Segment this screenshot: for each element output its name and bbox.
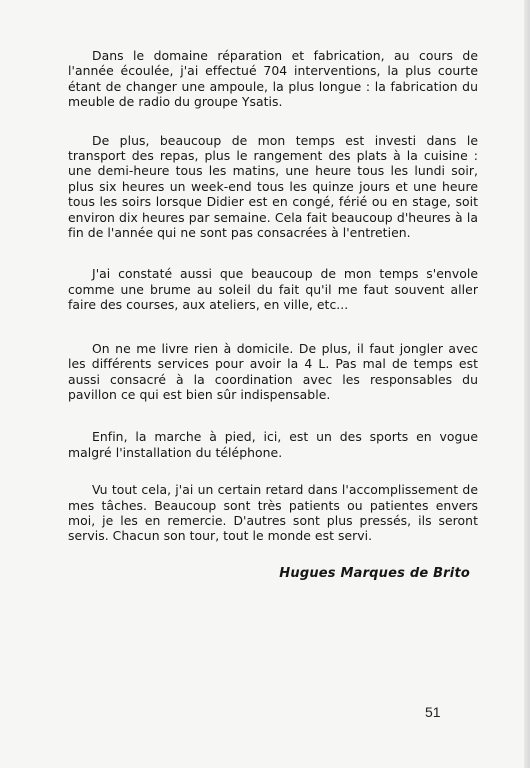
paragraph-no-delivery: On ne me livre rien à domicile. De plus, il faut jongler avec les différents services pour avoir la 4 L. Pas mal de temps est aussi consacré à la coordination avec les responsables du pavillon ce qui est bien sûr indispensable. <box>68 340 478 402</box>
text-column <box>68 48 478 544</box>
page-edge-shadow <box>524 0 530 768</box>
paragraph-repairs: Dans le domaine réparation et fabrication, au cours de l'année écoulée, j'ai effectué 704 interventions, la plus courte étant de changer une ampoule, la plus longue : la fabrication du meuble de radio du groupe Ysatis. <box>68 48 478 110</box>
paragraph-errands: J'ai constaté aussi que beaucoup de mon temps s'envole comme une brume au soleil du fait qu'il me faut souvent aller faire des courses, aux ateliers, en ville, etc... <box>68 266 478 313</box>
page-number: 51 <box>425 704 441 720</box>
author-signature: Hugues Marques de Brito <box>279 566 470 581</box>
paragraph-meal-transport: De plus, beaucoup de mon temps est investi dans le transport des repas, plus le rangement des plats à la cuisine : une demi-heure tous les matins, une heure tous les lundi soir, plus six heures un week-end tous les quinze jours et une heure tous les soirs lorsque Didier est en congé, férié ou en stage, soit environ dix heures par semaine. Cela fait beaucoup d'heures à la fin de l'année qui ne sont pas consacrées à l'entretien. <box>68 132 478 241</box>
paragraph-walking: Enfin, la marche à pied, ici, est un des sports en vogue malgré l'installation du téléphone. <box>68 429 478 460</box>
paragraph-conclusion: Vu tout cela, j'ai un certain retard dans l'accomplissement de mes tâches. Beaucoup sont très patients ou patientes envers moi, je les en remercie. D'autres sont plus pressés, ils seront servis. Chacun son tour, tout le monde est servi. <box>68 482 478 544</box>
